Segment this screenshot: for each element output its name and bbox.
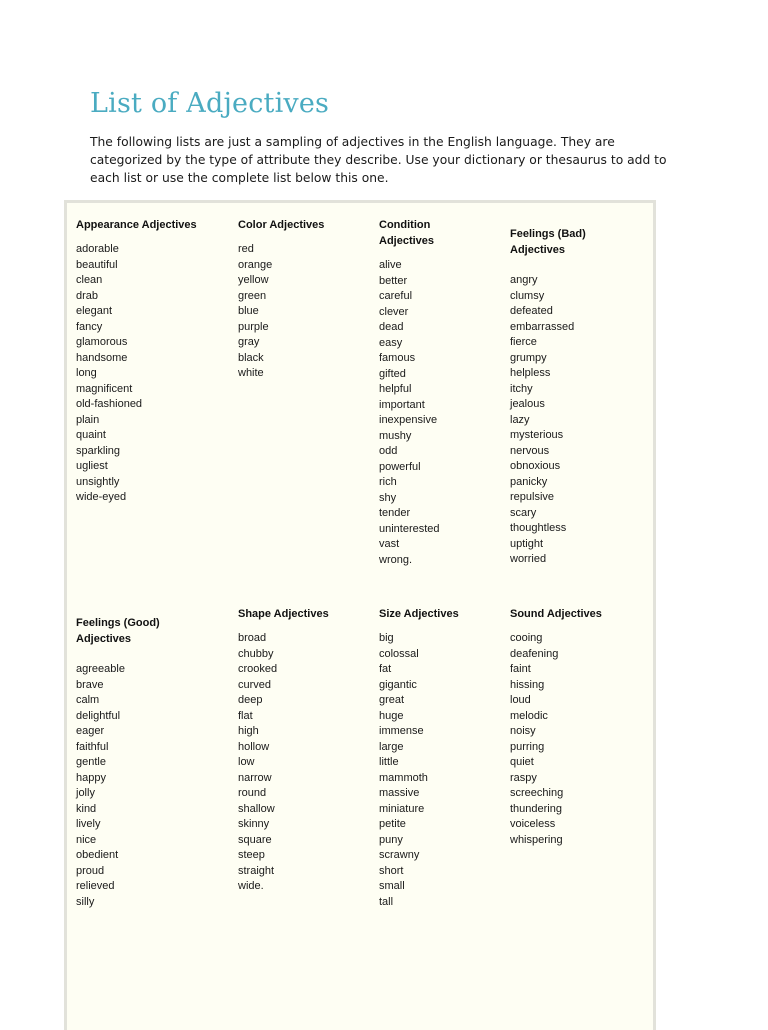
list-item: uninterested [379,522,440,535]
list-item: hollow [238,740,270,753]
list-item: great [379,694,405,706]
column-shape [238,606,358,895]
list-item: hissing [510,678,545,691]
list-item: obedient [76,849,119,861]
list-item: wide-eyed [76,491,127,503]
list-item: round [238,787,267,799]
list-item: wide. [238,880,264,892]
list-item: defeated [510,305,553,317]
list-item: easy [379,336,403,349]
list-item: silly [76,895,95,908]
list-item: loud [510,694,531,706]
list-item: lazy [510,413,530,426]
column-color [238,217,358,382]
list-item: small [379,880,405,892]
list-item: jealous [510,398,545,410]
list-item: orange [238,258,273,271]
list-item: glamorous [76,336,128,348]
list-item: famous [379,352,416,364]
list-item: plain [76,413,100,426]
list-item: helpful [379,383,412,395]
list-item: rich [379,476,397,488]
list-item: steep [238,849,265,861]
list-item: curved [238,678,272,691]
list-item: eager [76,725,105,737]
list-item: happy [76,771,106,784]
list-item: clever [379,305,409,318]
list-item: skinny [238,818,270,830]
list-item: brave [76,678,104,691]
list-item: shy [379,491,397,504]
column-heading: Color Adjectives [238,219,325,231]
list-item: lively [76,818,101,830]
column-feelings-bad [510,226,600,568]
list-item: deep [238,694,263,706]
list-item: straight [238,864,275,877]
list-item: agreeable [76,663,125,675]
list-item: square [238,833,272,846]
list-item: unsightly [76,475,120,488]
list-item: shallow [238,802,275,815]
column-heading: Shape Adjectives [238,608,329,620]
list-item: jolly [76,787,95,799]
list-item: calm [76,694,100,706]
list-item: screeching [510,787,564,799]
list-item: obnoxious [510,460,561,472]
list-item: mysterious [510,429,564,441]
list-item: short [379,864,404,877]
list-item: yellow [238,274,269,286]
list-item: black [238,351,264,364]
column-heading: Appearance Adjectives [76,219,197,231]
list-item: voiceless [510,818,556,830]
list-item: fierce [510,336,537,348]
list-item: massive [379,787,420,799]
list-item: chubby [238,647,274,660]
list-item: mammoth [379,771,428,784]
adjective-lists-box [64,200,656,1030]
list-item: uptight [510,537,544,550]
list-item: important [379,398,425,411]
list-item: ugliest [76,460,108,472]
column-size [379,606,499,910]
intro-paragraph: The following lists are just a sampling of adjectives in the English language. They are categorized by the type of attribute they describe. Use your dictionary or thesaurus to add to each list or use the complete list below this one. [90,135,667,185]
list-item: nervous [510,444,550,457]
list-item: helpless [510,367,551,379]
column-heading: Feelings (Good) Adjectives [76,617,160,645]
list-item: repulsive [510,491,555,503]
list-item: immense [379,725,424,737]
list-item: careful [379,290,413,302]
column-heading: Size Adjectives [379,608,459,620]
list-item: nice [76,833,97,846]
word-list [76,662,176,910]
list-item: gigantic [379,678,417,691]
column-feelings-good [76,615,176,910]
list-item: whispering [510,833,563,846]
column-heading: Condition Adjectives [379,219,435,247]
list-item: purple [238,320,269,333]
column-appearance [76,217,236,506]
list-item: mushy [379,429,412,442]
list-item: magnificent [76,382,133,395]
list-item: faithful [76,740,109,753]
list-item: panicky [510,475,548,488]
list-item: blue [238,305,259,317]
list-item: little [379,756,399,768]
list-item: big [379,632,394,644]
list-item: handsome [76,351,128,364]
list-item: long [76,367,97,379]
list-item: miniature [379,802,425,815]
word-list [76,242,236,506]
column-heading: Sound Adjectives [510,608,602,620]
list-item: tall [379,895,394,908]
word-list [510,273,600,568]
list-item: proud [76,864,105,877]
list-item: raspy [510,771,537,784]
list-item: old-fashioned [76,398,143,410]
list-item: petite [379,818,406,830]
list-item: fat [379,663,392,675]
list-item: better [379,274,408,287]
list-item: odd [379,445,398,457]
list-item: low [238,756,255,768]
list-item: fancy [76,320,103,333]
list-item: kind [76,802,97,815]
word-list [379,631,499,910]
list-item: grumpy [510,351,547,364]
list-item: flat [238,709,253,722]
list-item: itchy [510,382,533,395]
list-item: faint [510,663,531,675]
list-item: dead [379,321,404,333]
list-item: alive [379,259,402,271]
list-item: thundering [510,802,562,815]
list-item: quaint [76,429,106,441]
word-list [379,258,449,568]
list-item: powerful [379,460,421,473]
list-item: relieved [76,880,115,892]
list-item: huge [379,709,404,722]
list-item: gifted [379,367,406,380]
word-list [510,631,640,848]
list-item: tender [379,507,411,519]
list-item: large [379,740,404,753]
list-item: quiet [510,756,534,768]
word-list [238,631,358,895]
list-item: adorable [76,243,119,255]
list-item: scary [510,506,537,519]
list-item: delightful [76,709,121,722]
column-heading: Feelings (Bad) Adjectives [510,228,586,256]
list-item: worried [510,553,547,565]
list-item: white [238,367,264,379]
list-item: inexpensive [379,414,438,426]
list-item: narrow [238,771,272,784]
list-item: purring [510,740,545,753]
list-item: beautiful [76,258,118,271]
list-item: colossal [379,647,419,660]
list-item: wrong. [379,553,413,566]
list-item: high [238,725,259,737]
list-item: red [238,243,254,255]
list-item: sparkling [76,444,121,457]
list-item: deafening [510,647,559,660]
list-item: gray [238,336,260,348]
list-item: cooing [510,632,543,644]
list-item: angry [510,274,538,286]
column-sound [510,606,640,848]
list-item: vast [379,538,400,550]
list-item: melodic [510,709,548,722]
list-item: crooked [238,663,278,675]
list-item: elegant [76,305,113,317]
word-list [238,242,358,382]
list-item: embarrassed [510,320,575,333]
list-item: puny [379,833,403,846]
page-title: List of Adjectives [90,88,330,119]
list-item: gentle [76,756,106,768]
list-item: thoughtless [510,522,567,534]
list-item: noisy [510,725,536,737]
list-item: clean [76,274,103,286]
list-item: green [238,289,267,302]
list-item: scrawny [379,849,420,861]
list-item: broad [238,632,267,644]
list-item: drab [76,289,99,302]
list-item: clumsy [510,289,545,302]
column-condition [379,217,449,568]
